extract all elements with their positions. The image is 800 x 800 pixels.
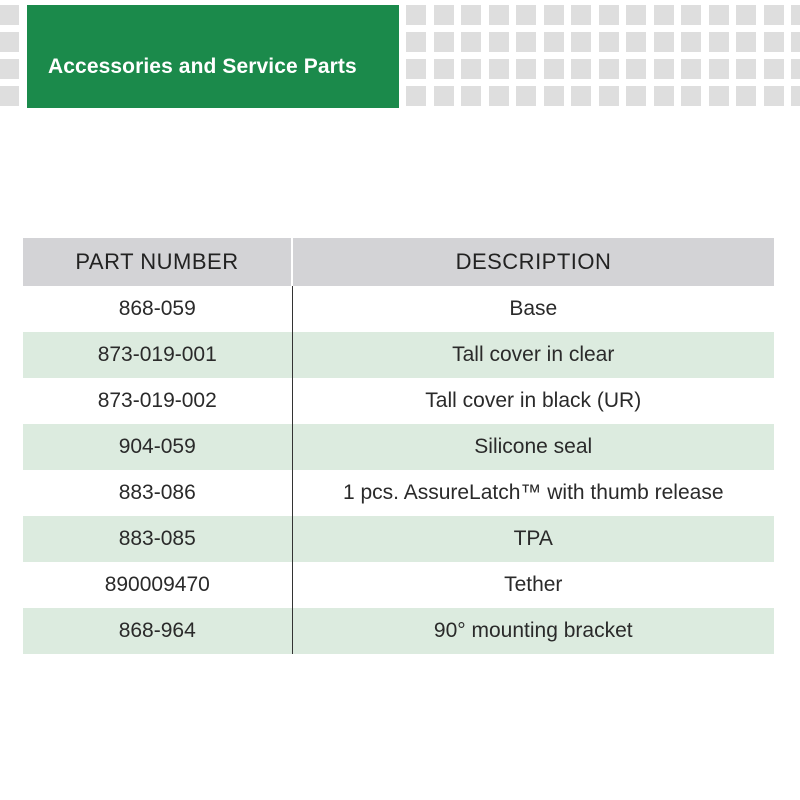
- decorative-tile: [516, 32, 536, 52]
- part-number-cell: 904-059: [23, 424, 292, 470]
- description-cell: Silicone seal: [292, 424, 774, 470]
- decorative-tile: [736, 86, 756, 106]
- decorative-tile: [654, 32, 674, 52]
- header-banner: [27, 5, 399, 108]
- part-number-cell: 883-086: [23, 470, 292, 516]
- decorative-tile: [791, 59, 800, 79]
- decorative-tile: [434, 5, 454, 25]
- decorative-tile: [736, 5, 756, 25]
- table-row: [23, 608, 774, 654]
- decorative-tile: [571, 32, 591, 52]
- decorative-tile: [654, 5, 674, 25]
- table-header-row: [23, 238, 774, 286]
- column-header-description: DESCRIPTION: [292, 238, 774, 286]
- decorative-tile: [571, 86, 591, 106]
- decorative-tile: [599, 5, 619, 25]
- decorative-tile: [406, 5, 426, 25]
- decorative-tile: [461, 32, 481, 52]
- decorative-tile: [434, 59, 454, 79]
- table-row: [23, 470, 774, 516]
- decorative-tile: [0, 32, 19, 52]
- decorative-tile: [406, 32, 426, 52]
- table-row: [23, 424, 774, 470]
- decorative-tile: [599, 32, 619, 52]
- table-row: [23, 378, 774, 424]
- decorative-tile: [764, 5, 784, 25]
- decorative-tile: [681, 32, 701, 52]
- decorative-tile: [736, 59, 756, 79]
- decorative-tile: [516, 59, 536, 79]
- decorative-tile: [709, 5, 729, 25]
- decorative-tile: [599, 59, 619, 79]
- part-number-cell: 873-019-002: [23, 378, 292, 424]
- table-row: [23, 562, 774, 608]
- decorative-tile: [626, 59, 646, 79]
- decorative-tile: [571, 59, 591, 79]
- decorative-tile: [544, 5, 564, 25]
- decorative-tile: [0, 59, 19, 79]
- description-cell: Tether: [504, 573, 563, 596]
- decorative-tile: [406, 86, 426, 106]
- decorative-tile: [791, 32, 800, 52]
- decorative-tile: [461, 59, 481, 79]
- decorative-tile: [681, 59, 701, 79]
- part-number-cell: 868-059: [23, 286, 292, 332]
- decorative-tile: [681, 86, 701, 106]
- description-cell: Tall cover in clear: [292, 332, 774, 378]
- decorative-tile: [434, 86, 454, 106]
- decorative-tile: [571, 5, 591, 25]
- description-cell: Tall cover in black (UR): [425, 389, 642, 412]
- decorative-tile: [516, 86, 536, 106]
- decorative-tile: [516, 5, 536, 25]
- part-number-cell: 873-019-001: [23, 332, 292, 378]
- decorative-tile: [764, 32, 784, 52]
- decorative-tile: [406, 59, 426, 79]
- description-cell: 90° mounting bracket: [292, 608, 774, 654]
- decorative-tile: [489, 59, 509, 79]
- decorative-tile: [489, 86, 509, 106]
- decorative-tile: [791, 86, 800, 106]
- decorative-tile: [626, 86, 646, 106]
- part-number-cell: 890009470: [23, 562, 292, 608]
- description-cell: Base: [509, 297, 558, 320]
- decorative-tile: [544, 59, 564, 79]
- description-cell: TPA: [292, 516, 774, 562]
- decorative-tile: [709, 59, 729, 79]
- decorative-tile: [791, 5, 800, 25]
- decorative-tile: [544, 86, 564, 106]
- decorative-tile: [0, 5, 19, 25]
- decorative-tile: [489, 32, 509, 52]
- decorative-tile: [489, 5, 509, 25]
- part-number-cell: 883-085: [23, 516, 292, 562]
- column-header-part-number: PART NUMBER: [23, 238, 292, 286]
- parts-table: [23, 238, 774, 654]
- decorative-tile: [434, 32, 454, 52]
- decorative-tile: [461, 86, 481, 106]
- decorative-tile: [764, 59, 784, 79]
- decorative-tile: [0, 86, 19, 106]
- page-title: Accessories and Service Parts: [48, 54, 357, 78]
- decorative-tile: [654, 59, 674, 79]
- table-row: [23, 286, 774, 332]
- decorative-tile: [709, 32, 729, 52]
- decorative-tile: [544, 32, 564, 52]
- decorative-tile: [599, 86, 619, 106]
- decorative-tile: [681, 5, 701, 25]
- decorative-tile: [764, 86, 784, 106]
- table-row: [23, 332, 774, 378]
- table-row: [23, 516, 774, 562]
- decorative-tile: [626, 5, 646, 25]
- decorative-tile: [626, 32, 646, 52]
- decorative-tile: [709, 86, 729, 106]
- part-number-cell: 868-964: [23, 608, 292, 654]
- decorative-tile: [461, 5, 481, 25]
- decorative-tile: [736, 32, 756, 52]
- description-cell: 1 pcs. AssureLatch™ with thumb release: [342, 481, 724, 504]
- decorative-tile: [654, 86, 674, 106]
